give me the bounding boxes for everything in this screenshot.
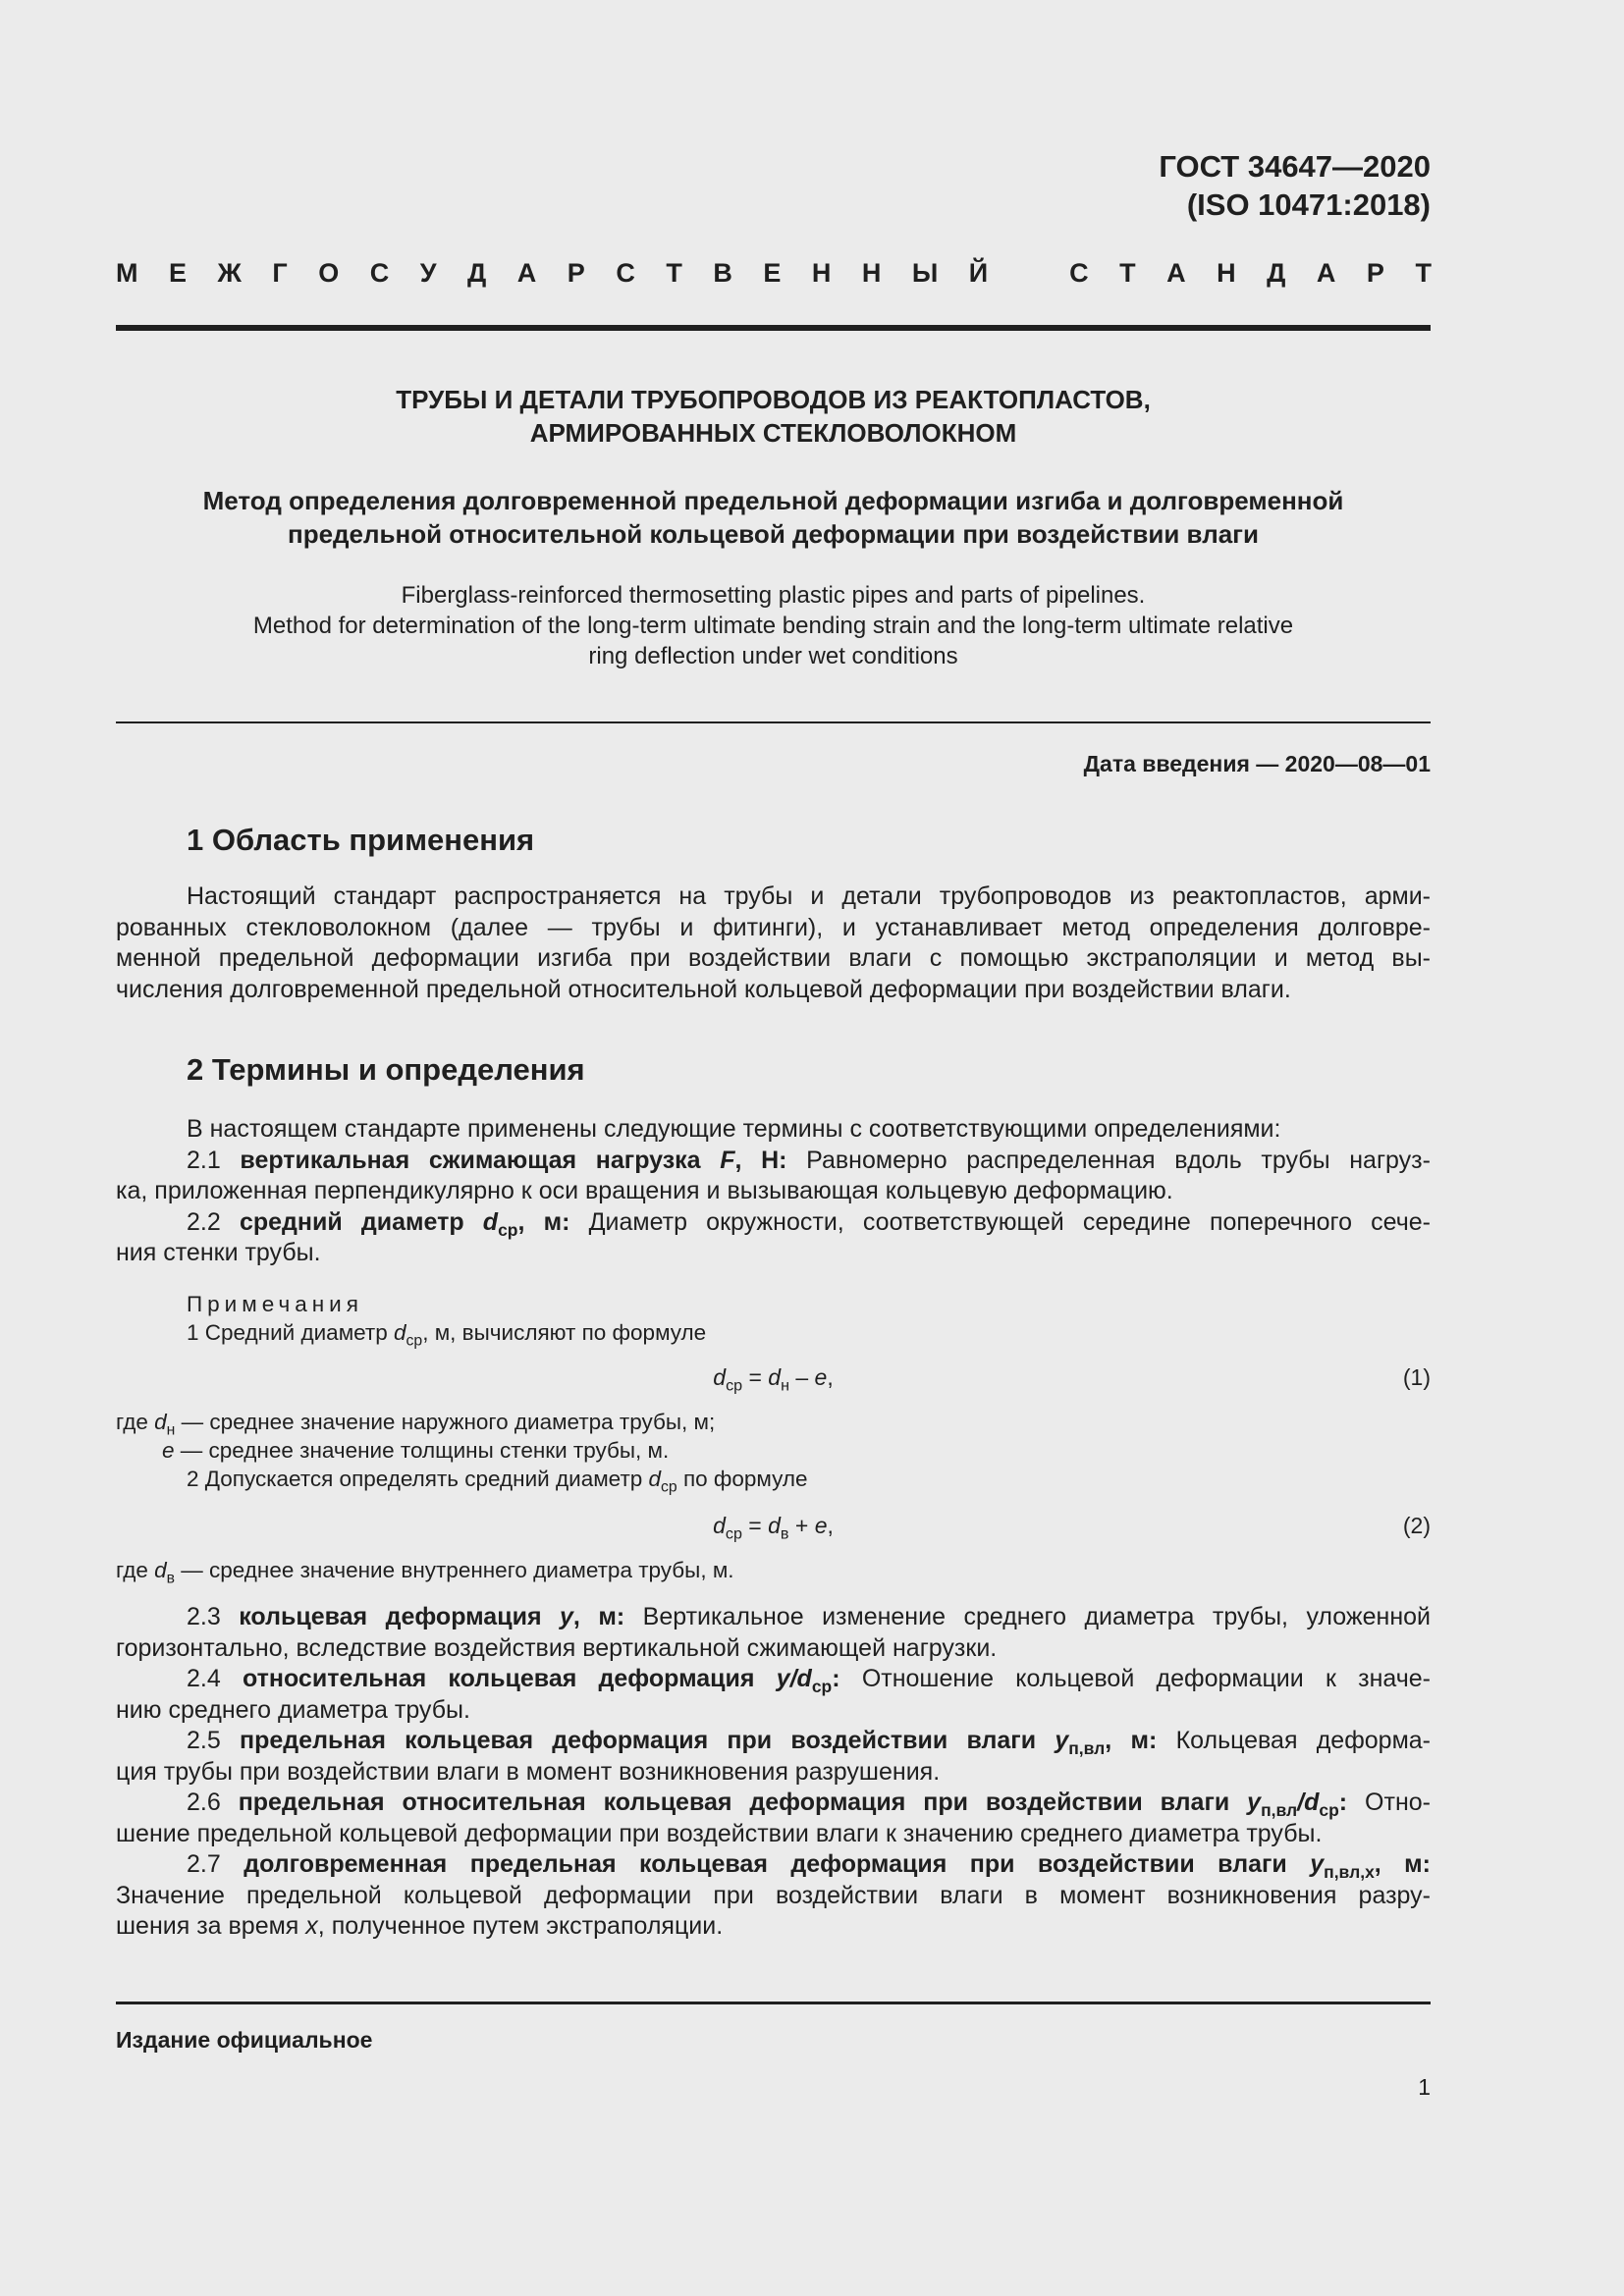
banner-letter: Т [1415, 258, 1432, 288]
banner-letter: А [516, 258, 537, 288]
formula-number: (1) [1402, 1364, 1431, 1390]
term-2-6: 2.6 предельная относительная кольцевая деформация при воздействии влаги $y_{п,вл}/d_{ср}$: Отно- [187, 1789, 1431, 1821]
banner-letter: Р [1366, 258, 1384, 288]
english-title [116, 580, 1431, 671]
document-page: ГОСТ 34647—2020 (ISO 10471:2018) М Е Ж Г О С У Д А Р С Т В Е Н Н Ы Й С Т А Н Д А Р Т ТРУБЫ И ДЕТАЛИ ТРУБОПРОВОДОВ ИЗ РЕАКТОПЛАСТОВ, АРМИРОВАННЫХ СТЕКЛОВОЛОКНОМ Метод определения долговременной предельной деформации изгиба и долговременной предельной относительной кольцевой деформации при воздействии влаги Fiberglass-reinforced thermosetting plastic pipes and parts of pipelines. Method for determination of the long-term ultimate bending strain and the long-term ultimate relative ring deflection under wet conditions Дата введения — 2020—08—01 1 Область применения Настоящий стандарт распространяется на трубы и детали трубопроводов из реактопластов, арми- рованных стекловолокном (далее — трубы и фитинги), и устанавливает метод определения долговре- менной предельной деформации изгиба при воздействии влаги с помощью экстраполяции и метод вы- числения долговременной предельной относительной кольцевой деформации при воздействии влаги. 2 Термины и определения В настоящем стандарте применены следующие термины с соответствующими определениями: 2.1 вертикальная сжимающая нагрузка F, Н: Равномерно распределенная вдоль трубы нагруз- ка, приложенная перпендикулярно к оси вращения и вызывающая кольцевую деформацию. 2.2 средний диаметр $d_{ср}$, м: Диаметр окружности, соответствующей середине поперечного сече- ния стенки трубы. Примечания 1 Средний диаметр $d_{ср}$, м, вычисляют по формуле $d_{ср} = d_н - e$, (1) где $d_н$ — среднее значение наружного диаметра трубы, м; e — среднее значение толщины стенки трубы, м. 2 Допускается определять средний диаметр $d_{ср}$ по формуле $d_{ср} = d_в + e$, (2) где $d_в$ — среднее значение внутреннего диаметра трубы, м. 2.3 кольцевая деформация y, м: Вертикальное изменение среднего диаметра трубы, уложенной горизонтально, вследствие воздействия вертикальной сжимающей нагрузки. 2.4 относительная кольцевая деформация $y/d_{ср}$: Отношение кольцевой деформации к значе- нию среднего диаметра трубы. 2.5 предельная кольцевая деформация при воздействии влаги $y_{п,вл}$, м: Кольцевая деформа- ция трубы при воздействии влаги в момент возникновения разрушения. 2.6 предельная относительная кольцевая деформация при воздействии влаги $y_{п,вл}/d_{ср}$: Отно- шение предельной кольцевой деформации при воздействии влаги к значению среднего диаметра трубы. 2.7 долговременная предельная кольцевая деформация при воздействии влаги $y_{п,вл,x}$, м: Значение предельной кольцевой деформации при воздействии влаги в момент возникновения разру- шения за время x, полученное путем экстраполяции. Издание официальное 1 [116, 149, 1432, 2100]
banner-letter: Д [1267, 258, 1286, 288]
english-title-line: ring deflection under wet conditions [588, 643, 958, 669]
title-line: ТРУБЫ И ДЕТАЛИ ТРУБОПРОВОДОВ ИЗ РЕАКТОПЛАСТОВ, [396, 385, 1151, 414]
english-title-line: Fiberglass-reinforced thermosetting plastic pipes and parts of pipelines. [401, 582, 1146, 609]
banner-letter: Т [1119, 258, 1136, 288]
title-line: АРМИРОВАННЫХ СТЕКЛОВОЛОКНОМ [529, 418, 1017, 448]
banner-letter: А [1316, 258, 1336, 288]
page-number: 1 [1418, 2074, 1431, 2100]
term-2-5: 2.5 предельная кольцевая деформация при воздействии влаги $y_{п,вл}$, м: Кольцевая деформа- [187, 1727, 1431, 1759]
text-line: Настоящий стандарт распространяется на трубы и детали трубопроводов из реактопластов, арми- [187, 882, 1431, 910]
banner-letter: Ж [217, 258, 242, 288]
section-1-heading: 1 Область применения [187, 823, 535, 857]
text-line: рованных стекловолокном (далее — трубы и фитинги), и устанавливает метод определения долговре- [116, 913, 1431, 941]
gost-number: ГОСТ 34647—2020 [1159, 149, 1431, 184]
text-line: Значение предельной кольцевой деформации при воздействии влаги в момент возникновения разру- [116, 1881, 1431, 1909]
banner-letter: У [419, 258, 437, 288]
banner-letter: А [1166, 258, 1186, 288]
text-line: менной предельной деформации изгиба при воздействии влаги с помощью экстраполяции и метод вы- [116, 944, 1431, 972]
introduction-date: Дата введения — 2020—08—01 [1083, 751, 1431, 776]
document-title [116, 383, 1431, 450]
title-rule [116, 721, 1431, 723]
section-2-terms-cont [116, 1602, 1431, 1943]
banner-letter: М [116, 258, 138, 288]
banner-letter: Е [763, 258, 782, 288]
banner-letter: Р [567, 258, 585, 288]
text-line: нию среднего диаметра трубы. [116, 1695, 470, 1724]
legend-line: где $d_в$ — среднее значение внутреннего диаметра трубы, м. [116, 1558, 734, 1587]
note-1: 1 Средний диаметр $d_{ср}$, м, вычисляют по формуле [187, 1320, 707, 1350]
banner-letter: С [369, 258, 390, 288]
banner-letter: Н [861, 258, 882, 288]
legend-line: где $d_н$ — среднее значение наружного диаметра трубы, м; [116, 1410, 716, 1439]
term-2-2: 2.2 средний диаметр $d_{ср}$, м: Диаметр окружности, соответствующей середине поперечного сече- [187, 1207, 1432, 1240]
english-title-line: Method for determination of the long-term ultimate bending strain and the long-term ultimate relative [252, 613, 1294, 639]
text-line: ка, приложенная перпендикулярно к оси вращения и вызывающая кольцевую деформацию. [116, 1177, 1173, 1204]
subtitle-line: предельной относительной кольцевой деформации при воздействии влаги [288, 519, 1259, 549]
text-line: ция трубы при воздействии влаги в момент возникновения разрушения. [116, 1757, 941, 1786]
subtitle-line: Метод определения долговременной предельной деформации изгиба и долговременной [202, 486, 1344, 515]
term-2-7: 2.7 долговременная предельная кольцевая деформация при воздействии влаги $y_{п,вл,x}$, м: [187, 1850, 1432, 1883]
term-2-3: 2.3 кольцевая деформация y, м: Вертикальное изменение среднего диаметра трубы, уложенной [187, 1603, 1431, 1630]
footer-rule [116, 2002, 1431, 2004]
text-line: ния стенки трубы. [116, 1239, 321, 1266]
notes-block [116, 1290, 1431, 1350]
banner-gap [1019, 258, 1039, 289]
standard-designation [1159, 147, 1431, 224]
section-2-heading: 2 Термины и определения [187, 1052, 585, 1087]
banner-letter: Д [467, 258, 487, 288]
banner-letter: В [713, 258, 732, 288]
banner-letter: С [616, 258, 635, 288]
term-2-1: 2.1 вертикальная сжимающая нагрузка F, Н: Равномерно распределенная вдоль трубы нагруз- [187, 1146, 1431, 1174]
banner-letter: Н [1217, 258, 1236, 288]
standard-type-banner [116, 258, 1432, 289]
text-line: числения долговременной предельной относительной кольцевой деформации при воздействии влаги. [116, 975, 1291, 1003]
document-subtitle [116, 484, 1431, 551]
note-2: 2 Допускается определять средний диаметр $d_{ср}$ по формуле [187, 1467, 808, 1496]
text-line: шение предельной кольцевой деформации при воздействии влаги к значению среднего диаметра трубы. [116, 1819, 1323, 1847]
banner-letter: Н [811, 258, 832, 288]
text-line: горизонтально, вследствие воздействия вертикальной сжимающей нагрузки. [116, 1633, 998, 1662]
banner-letter: Т [666, 258, 682, 288]
notes-heading: Примечания [187, 1292, 363, 1316]
section-2-terms [116, 1114, 1431, 1269]
section-1-text [116, 881, 1431, 1005]
text-line: В настоящем стандарте применены следующие термины с соответствующими определениями: [187, 1115, 1281, 1143]
banner-letter: Ы [911, 258, 939, 288]
term-2-4: 2.4 относительная кольцевая деформация $y/d_{ср}$: Отношение кольцевой деформации к значе- [187, 1665, 1431, 1697]
banner-letter: Г [272, 258, 288, 288]
iso-number: (ISO 10471:2018) [1186, 187, 1431, 222]
banner-letter: О [318, 258, 340, 288]
banner-letter: С [1069, 258, 1089, 288]
banner-letter: Й [968, 258, 989, 288]
formula-1-legend [116, 1408, 1431, 1496]
formula-2-legend [116, 1556, 1431, 1587]
edition-label: Издание официальное [116, 2027, 373, 2053]
text-line: шения за время x, полученное путем экстраполяции. [116, 1912, 724, 1940]
legend-line: e — среднее значение толщины стенки трубы, м. [162, 1438, 670, 1463]
header-rule [116, 325, 1431, 331]
banner-letter: Е [169, 258, 188, 288]
formula-number: (2) [1402, 1513, 1431, 1538]
